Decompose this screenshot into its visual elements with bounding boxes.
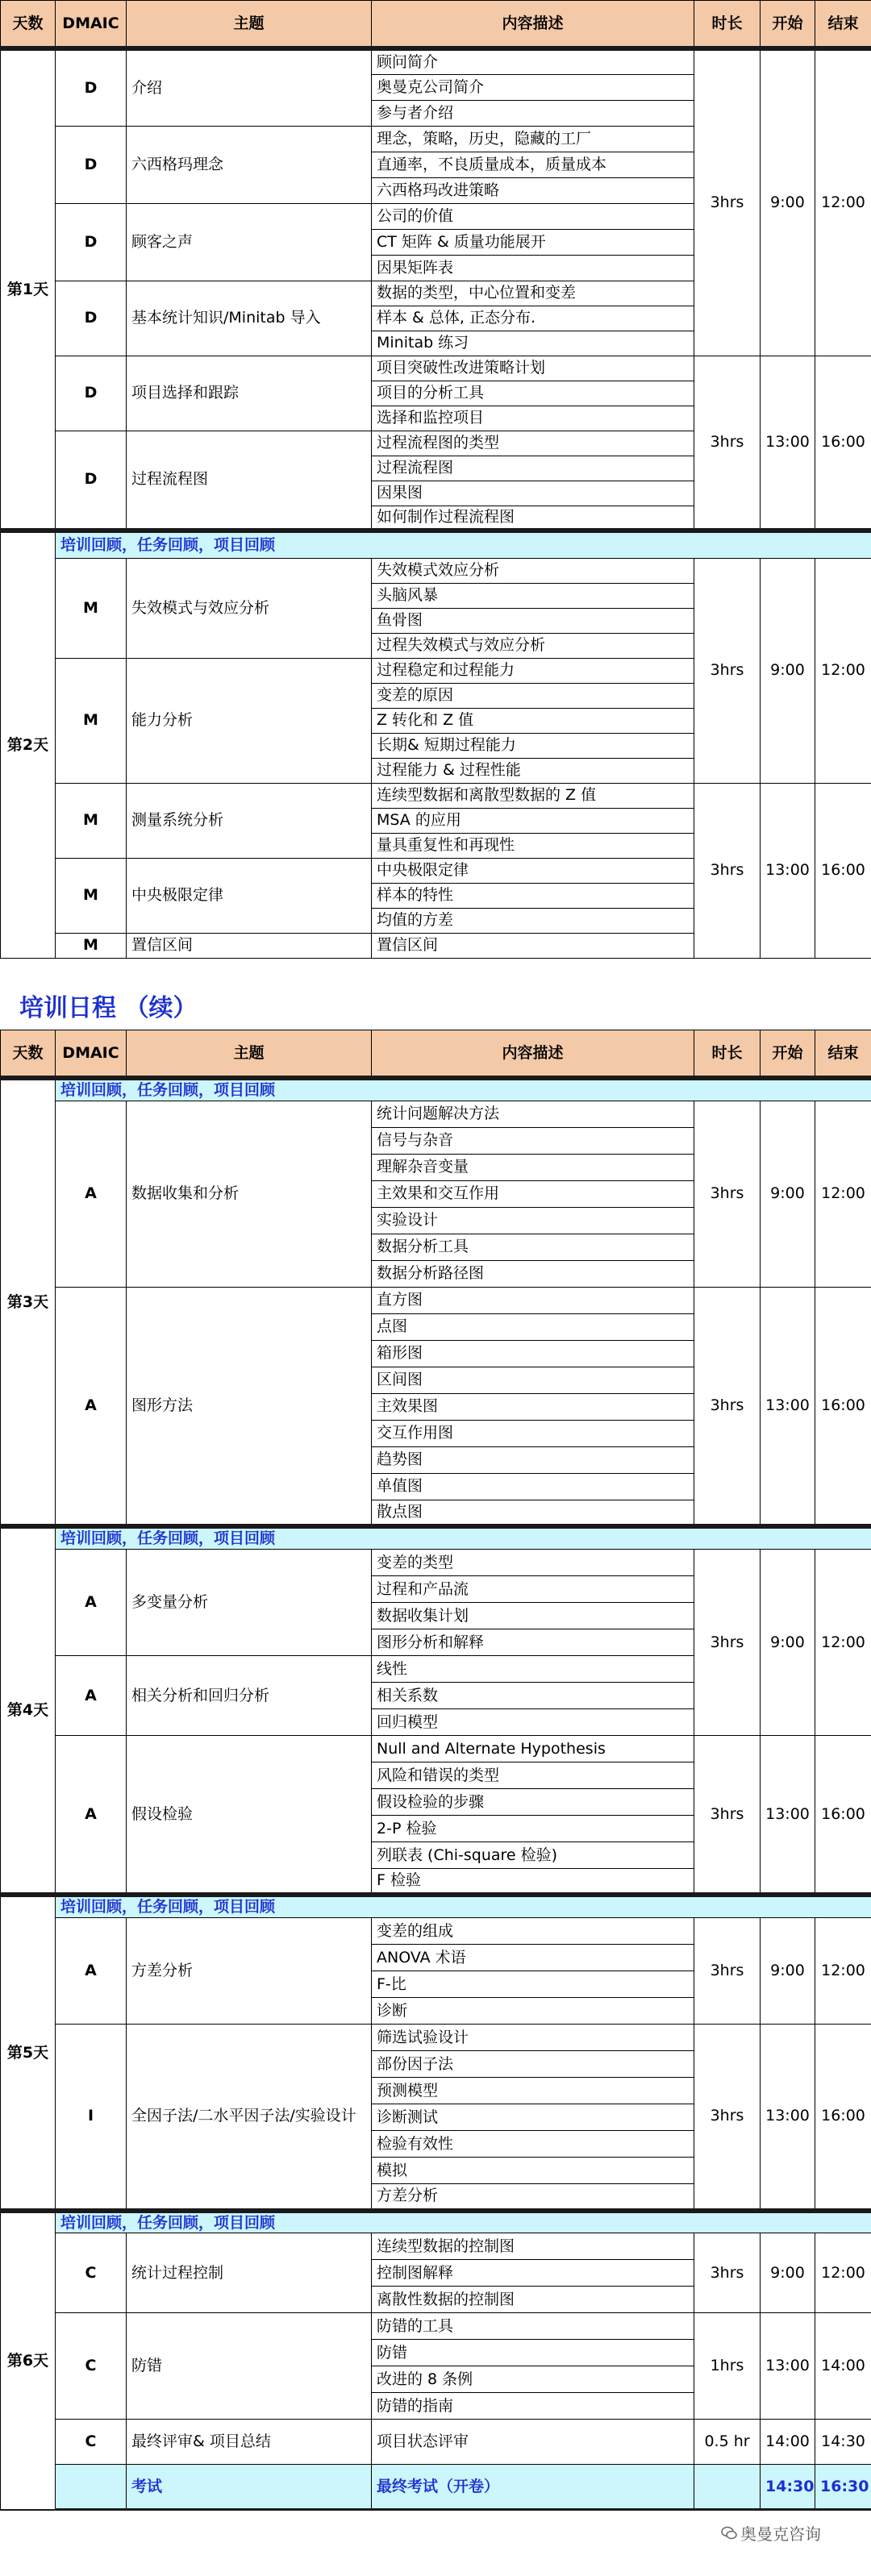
desc-item: 数据的类型，中心位置和变差 xyxy=(372,281,694,306)
schedule-table-part2 xyxy=(0,1030,871,2511)
desc-item: 信号与杂音 xyxy=(372,1127,694,1154)
start-cell: 13:00 xyxy=(761,783,815,958)
header-topic: 主题 xyxy=(127,1030,372,1079)
desc-item: Z 转化和 Z 值 xyxy=(372,708,694,733)
start-cell: 13:00 xyxy=(761,1287,815,1526)
day-cell: 第2天 xyxy=(1,531,56,958)
desc-item: 列联表 (Chi-square 检验) xyxy=(372,1841,694,1868)
header-day: 天数 xyxy=(1,1030,56,1079)
start-cell: 9:00 xyxy=(761,48,815,356)
review-row: 培训回顾，任务回顾，项目回顾 xyxy=(56,1078,871,1101)
desc-item: 部份因子法 xyxy=(372,2051,694,2078)
desc-item: 项目状态评审 xyxy=(372,2420,694,2465)
duration-cell xyxy=(694,2465,761,2510)
desc-item: 诊断 xyxy=(372,1998,694,2025)
end-cell: 12:00 xyxy=(815,1549,871,1735)
topic-cell: 统计过程控制 xyxy=(127,2233,372,2313)
topic-cell: 图形方法 xyxy=(127,1287,372,1526)
topic-cell: 假设检验 xyxy=(127,1735,372,1895)
header-topic: 主题 xyxy=(127,1,372,49)
desc-item: 相关系数 xyxy=(372,1682,694,1708)
desc-item: 鱼骨图 xyxy=(372,608,694,633)
desc-item: 直通率，不良质量成本，质量成本 xyxy=(372,152,694,177)
start-cell: 13:00 xyxy=(761,2025,815,2211)
watermark-text: 奥曼克咨询 xyxy=(740,2524,821,2544)
dmaic-cell: A xyxy=(56,1101,127,1287)
desc-item: 直方图 xyxy=(372,1287,694,1313)
start-cell: 14:30 xyxy=(761,2465,815,2510)
topic-cell: 防错 xyxy=(127,2313,372,2420)
desc-item: 控制图解释 xyxy=(372,2260,694,2287)
dmaic-cell: C xyxy=(56,2420,127,2465)
day-cell: 第3天 xyxy=(1,1078,56,1526)
duration-cell: 3hrs xyxy=(694,1918,761,2025)
start-cell: 9:00 xyxy=(761,2233,815,2313)
desc-item: 散点图 xyxy=(372,1500,694,1526)
dmaic-cell: A xyxy=(56,1655,127,1735)
desc-item: 点图 xyxy=(372,1313,694,1340)
desc-item: 预测模型 xyxy=(372,2078,694,2104)
watermark xyxy=(718,2520,824,2546)
desc-item: 变差的原因 xyxy=(372,683,694,708)
desc-item: 量具重复性和再现性 xyxy=(372,833,694,858)
desc-item: MSA 的应用 xyxy=(372,808,694,833)
dmaic-cell: D xyxy=(56,48,127,126)
desc-item: 长期& 短期过程能力 xyxy=(372,733,694,758)
desc-item: 项目突破性改进策略计划 xyxy=(372,356,694,381)
dmaic-cell: M xyxy=(56,933,127,958)
desc-item: 过程稳定和过程能力 xyxy=(372,658,694,683)
desc-item: Null and Alternate Hypothesis xyxy=(372,1735,694,1762)
duration-cell: 3hrs xyxy=(694,48,761,356)
desc-item: 2-P 检验 xyxy=(372,1815,694,1841)
dmaic-cell: M xyxy=(56,783,127,858)
topic-cell: 能力分析 xyxy=(127,658,372,783)
end-cell: 16:00 xyxy=(815,1735,871,1895)
desc-item: 单值图 xyxy=(372,1473,694,1500)
duration-cell: 1hrs xyxy=(694,2313,761,2420)
header-desc: 内容描述 xyxy=(372,1,694,49)
desc-item: 理解杂音变量 xyxy=(372,1154,694,1180)
topic-cell: 项目选择和跟踪 xyxy=(127,356,372,431)
desc-item: 如何制作过程流程图 xyxy=(372,506,694,531)
topic-cell: 方差分析 xyxy=(127,1918,372,2025)
start-cell: 14:00 xyxy=(761,2420,815,2465)
dmaic-cell: D xyxy=(56,356,127,431)
desc-item: 因果矩阵表 xyxy=(372,255,694,281)
desc-item: 理念，策略，历史，隐藏的工厂 xyxy=(372,126,694,152)
topic-cell: 数据收集和分析 xyxy=(127,1101,372,1287)
desc-item: 图形分析和解释 xyxy=(372,1629,694,1655)
duration-cell: 3hrs xyxy=(694,1549,761,1735)
topic-cell: 最终评审& 项目总结 xyxy=(127,2420,372,2465)
dmaic-cell: D xyxy=(56,281,127,356)
desc-item: 过程失效模式与效应分析 xyxy=(372,633,694,658)
exam-topic-cell: 考试 xyxy=(127,2465,372,2510)
desc-item: 头脑风暴 xyxy=(372,583,694,608)
desc-item: 主效果图 xyxy=(372,1393,694,1420)
topic-cell: 过程流程图 xyxy=(127,431,372,531)
desc-item: 六西格玛改进策略 xyxy=(372,177,694,203)
desc-item: 离散性数据的控制图 xyxy=(372,2287,694,2313)
desc-item: F 检验 xyxy=(372,1868,694,1895)
chat-bubble-icon xyxy=(721,2525,737,2541)
topic-cell: 全因子法/二水平因子法/实验设计 xyxy=(127,2025,372,2211)
desc-item: Minitab 练习 xyxy=(372,331,694,356)
desc-item: 主效果和交互作用 xyxy=(372,1180,694,1207)
duration-cell: 3hrs xyxy=(694,2025,761,2211)
schedule-table-part1 xyxy=(0,0,871,959)
header-end: 结束 xyxy=(815,1,871,49)
start-cell: 13:00 xyxy=(761,1735,815,1895)
desc-item: ANOVA 术语 xyxy=(372,1945,694,1971)
topic-cell: 多变量分析 xyxy=(127,1549,372,1655)
topic-cell: 测量系统分析 xyxy=(127,783,372,858)
start-cell: 13:00 xyxy=(761,356,815,531)
day-cell: 第6天 xyxy=(1,2211,56,2510)
day-cell: 第1天 xyxy=(1,48,56,531)
dmaic-cell: M xyxy=(56,558,127,658)
desc-item: 连续型数据的控制图 xyxy=(372,2233,694,2260)
topic-cell: 六西格玛理念 xyxy=(127,126,372,203)
duration-cell: 3hrs xyxy=(694,1287,761,1526)
end-cell: 12:00 xyxy=(815,2233,871,2313)
desc-item: 假设检验的步骤 xyxy=(372,1788,694,1815)
dmaic-cell: A xyxy=(56,1549,127,1655)
desc-item: 数据分析路径图 xyxy=(372,1260,694,1287)
desc-item: 筛选试验设计 xyxy=(372,2025,694,2051)
desc-item: 顾问简介 xyxy=(372,48,694,74)
dmaic-cell: I xyxy=(56,2025,127,2211)
end-cell: 16:00 xyxy=(815,356,871,531)
desc-item: 方差分析 xyxy=(372,2184,694,2211)
day-cell: 第4天 xyxy=(1,1526,56,1895)
desc-item: 均值的方差 xyxy=(372,908,694,933)
end-cell: 12:00 xyxy=(815,1918,871,2025)
start-cell: 9:00 xyxy=(761,1549,815,1735)
topic-cell: 基本统计知识/Minitab 导入 xyxy=(127,281,372,356)
end-cell: 14:00 xyxy=(815,2313,871,2420)
desc-item: 因果图 xyxy=(372,481,694,506)
dmaic-cell: D xyxy=(56,431,127,531)
desc-item: 中央极限定律 xyxy=(372,858,694,883)
topic-cell: 顾客之声 xyxy=(127,203,372,281)
duration-cell: 3hrs xyxy=(694,1735,761,1895)
desc-item: 防错的工具 xyxy=(372,2313,694,2340)
desc-item: 线性 xyxy=(372,1655,694,1682)
desc-item: 模拟 xyxy=(372,2158,694,2184)
end-cell: 12:00 xyxy=(815,1101,871,1287)
topic-cell: 失效模式与效应分析 xyxy=(127,558,372,658)
desc-item: 选择和监控项目 xyxy=(372,406,694,431)
desc-item: F-比 xyxy=(372,1971,694,1998)
start-cell: 13:00 xyxy=(761,2313,815,2420)
dmaic-cell: D xyxy=(56,126,127,203)
desc-item: 数据分析工具 xyxy=(372,1234,694,1260)
desc-item: 箱形图 xyxy=(372,1340,694,1367)
dmaic-cell: M xyxy=(56,658,127,783)
start-cell: 9:00 xyxy=(761,1101,815,1287)
desc-item: 过程流程图的类型 xyxy=(372,431,694,456)
desc-item: 检验有效性 xyxy=(372,2131,694,2158)
desc-item: 参与者介绍 xyxy=(372,100,694,126)
desc-item: CT 矩阵 & 质量功能展开 xyxy=(372,229,694,255)
duration-cell: 3hrs xyxy=(694,558,761,783)
header-dmaic: DMAIC xyxy=(56,1030,127,1079)
start-cell: 9:00 xyxy=(761,558,815,783)
end-cell: 16:00 xyxy=(815,2025,871,2211)
continued-title: 培训日程 （续） xyxy=(19,994,198,1022)
desc-item: 公司的价值 xyxy=(372,203,694,229)
desc-item: 变差的组成 xyxy=(372,1918,694,1945)
desc-item: 置信区间 xyxy=(372,933,694,958)
review-row: 培训回顾，任务回顾，项目回顾 xyxy=(56,1526,871,1549)
dmaic-cell: A xyxy=(56,1918,127,2025)
header-desc: 内容描述 xyxy=(372,1030,694,1079)
desc-item: 区间图 xyxy=(372,1367,694,1393)
desc-item: 改进的 8 条例 xyxy=(372,2366,694,2393)
desc-item: 诊断测试 xyxy=(372,2104,694,2131)
desc-item: 过程和产品流 xyxy=(372,1575,694,1602)
header-start: 开始 xyxy=(761,1030,815,1079)
desc-item: 过程流程图 xyxy=(372,456,694,481)
dmaic-cell: C xyxy=(56,2313,127,2420)
desc-item: 防错 xyxy=(372,2340,694,2366)
desc-item: 数据收集计划 xyxy=(372,1602,694,1629)
review-row: 培训回顾，任务回顾，项目回顾 xyxy=(56,1895,871,1917)
header-start: 开始 xyxy=(761,1,815,49)
header-day: 天数 xyxy=(1,1,56,49)
end-cell: 12:00 xyxy=(815,48,871,356)
desc-item: 奥曼克公司简介 xyxy=(372,74,694,100)
desc-item: 样本 & 总体, 正态分布. xyxy=(372,306,694,331)
desc-item: 项目的分析工具 xyxy=(372,381,694,406)
duration-cell: 3hrs xyxy=(694,783,761,958)
duration-cell: 0.5 hr xyxy=(694,2420,761,2465)
review-row: 培训回顾，任务回顾，项目回顾 xyxy=(56,531,871,558)
topic-cell: 相关分析和回归分析 xyxy=(127,1655,372,1735)
duration-cell: 3hrs xyxy=(694,1101,761,1287)
dmaic-cell: A xyxy=(56,1287,127,1526)
header-dmaic: DMAIC xyxy=(56,1,127,49)
topic-cell: 中央极限定律 xyxy=(127,858,372,933)
topic-cell: 置信区间 xyxy=(127,933,372,958)
topic-cell: 介绍 xyxy=(127,48,372,126)
duration-cell: 3hrs xyxy=(694,356,761,531)
end-cell: 16:30 xyxy=(815,2465,871,2510)
desc-item: 连续型数据和离散型数据的 Z 值 xyxy=(372,783,694,808)
header-duration: 时长 xyxy=(694,1030,761,1079)
desc-item: 样本的特性 xyxy=(372,883,694,908)
day-cell: 第5天 xyxy=(1,1895,56,2210)
table-header-row xyxy=(1,1030,871,1079)
desc-item: 失效模式效应分析 xyxy=(372,558,694,583)
dmaic-cell xyxy=(56,2465,127,2510)
desc-item: 回归模型 xyxy=(372,1708,694,1735)
desc-item: 统计问题解决方法 xyxy=(372,1101,694,1127)
dmaic-cell: A xyxy=(56,1735,127,1895)
desc-item: 趋势图 xyxy=(372,1446,694,1473)
dmaic-cell: M xyxy=(56,858,127,933)
end-cell: 16:00 xyxy=(815,783,871,958)
review-row: 培训回顾，任务回顾，项目回顾 xyxy=(56,2211,871,2233)
end-cell: 12:00 xyxy=(815,558,871,783)
desc-item: 风险和错误的类型 xyxy=(372,1762,694,1788)
desc-item: 防错的指南 xyxy=(372,2393,694,2420)
end-cell: 14:30 xyxy=(815,2420,871,2465)
desc-item: 过程能力 & 过程性能 xyxy=(372,758,694,783)
desc-item: 变差的类型 xyxy=(372,1549,694,1575)
desc-item: 交互作用图 xyxy=(372,1420,694,1446)
dmaic-cell: C xyxy=(56,2233,127,2313)
header-duration: 时长 xyxy=(694,1,761,49)
exam-desc-item: 最终考试（开卷） xyxy=(372,2465,694,2510)
start-cell: 9:00 xyxy=(761,1918,815,2025)
desc-item: 实验设计 xyxy=(372,1207,694,1234)
table-header-row xyxy=(1,1,871,49)
duration-cell: 3hrs xyxy=(694,2233,761,2313)
end-cell: 16:00 xyxy=(815,1287,871,1526)
dmaic-cell: D xyxy=(56,203,127,281)
header-end: 结束 xyxy=(815,1030,871,1079)
